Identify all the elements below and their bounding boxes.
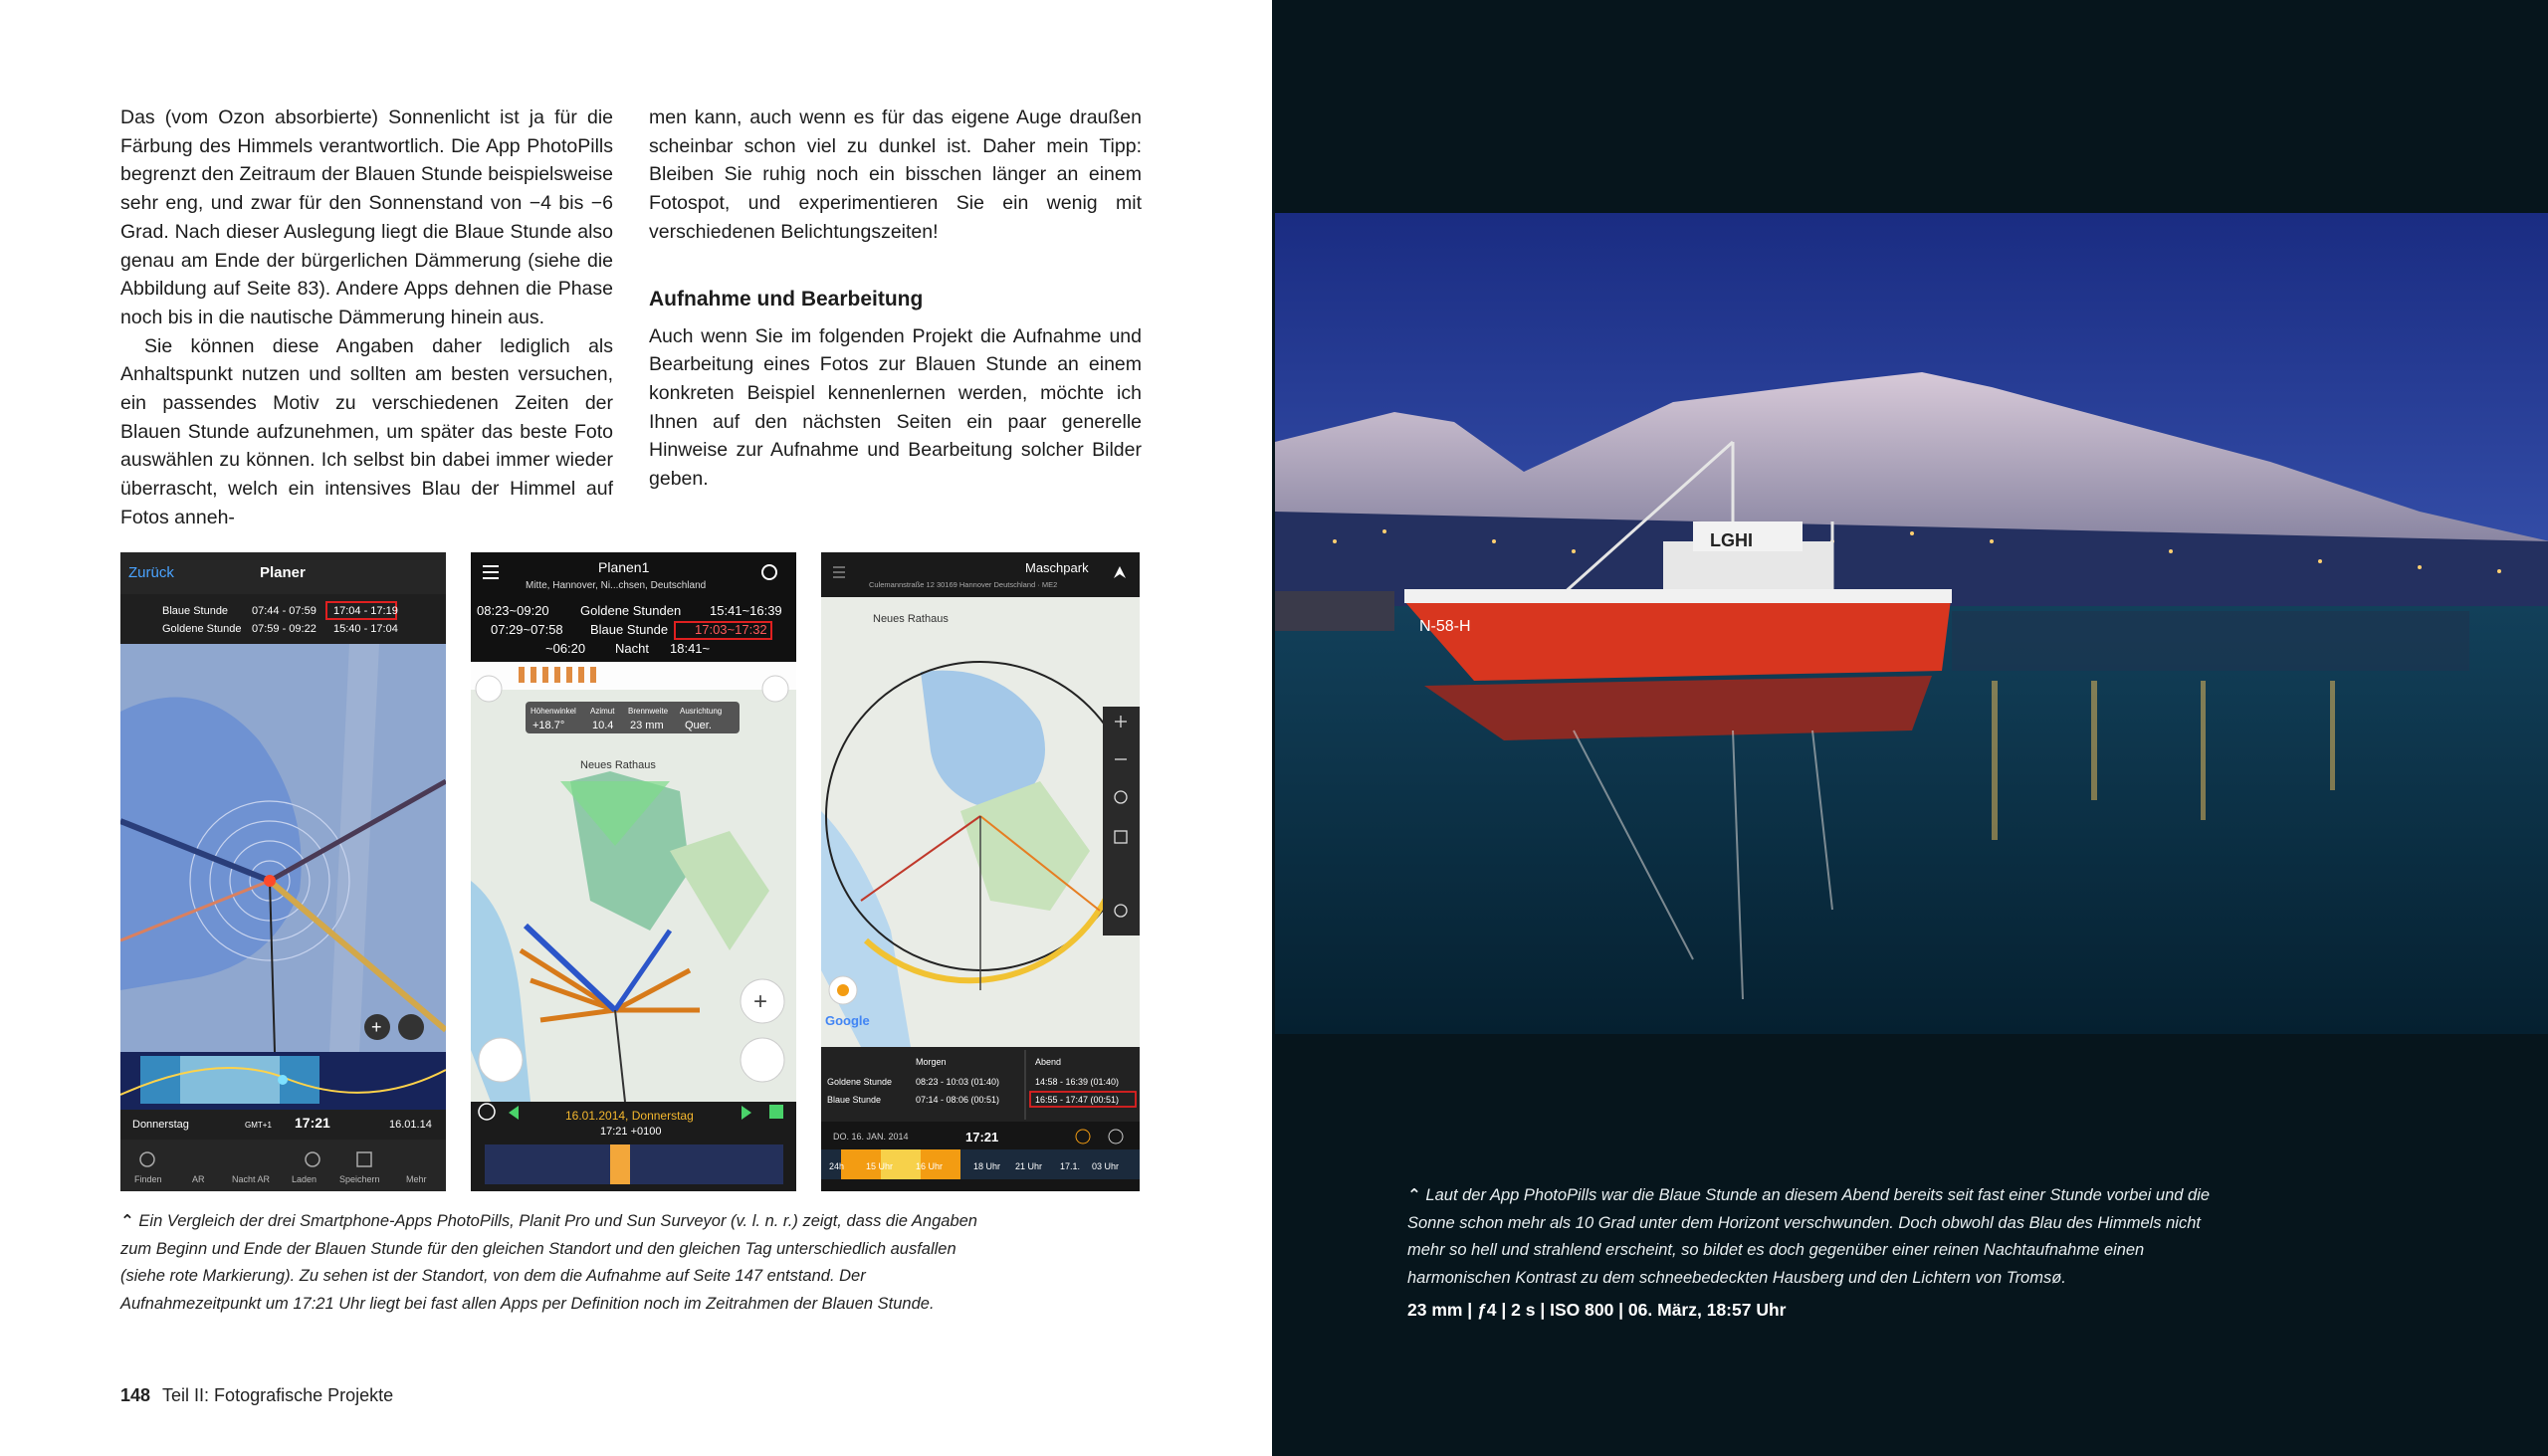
night-am: ~06:20: [545, 641, 586, 656]
text-column-2: [649, 104, 1142, 494]
locate-icon[interactable]: [762, 676, 788, 702]
google-logo: Google: [825, 1013, 870, 1028]
timezone-label: GMT+1: [245, 1121, 272, 1130]
tab-ar[interactable]: AR: [192, 1174, 205, 1184]
sunsurveyor-screenshot: [821, 552, 1140, 1191]
text-column-1: [120, 104, 613, 532]
section-heading: Aufnahme und Bearbeitung: [649, 287, 924, 311]
tab-finden[interactable]: Finden: [134, 1174, 162, 1184]
info-value: 10.4: [592, 720, 614, 731]
map-label: Neues Rathaus: [873, 613, 949, 625]
photo-caption: [1407, 1182, 2224, 1292]
paragraph: Auch wenn Sie im folgenden Projekt die Aufnahme und Bearbeitung eines Fotos zur Blauen Stunde an einem konkreten Beispiel kennenlernen werden, möchte ich Ihnen auf den nächsten Seiten ein paar generelle Hinweise zur Aufnahme und Bearbeitung solcher Bilder geben.: [649, 324, 1142, 491]
chevron-up-icon: ⌃: [1407, 1186, 1421, 1204]
calendar-icon[interactable]: [769, 1105, 783, 1119]
paragraph: Das (vom Ozon absorbierte) Sonnenlicht ist ja für die Färbung des Himmels verantwortlich. Die App PhotoPills begrenzt den Zeitraum der Blauen Stunde beispielsweise sehr eng, und zwar für den Sonnenstand von −4 bis −6 Grad. Nach dieser Auslegung liegt die Blaue Stunde also genau am Ende der bürgerlichen Dämmerung (siehe die Abbildung auf Seite 83). Andere Apps dehnen die Phase noch bis in die nautische Dämmerung hinein aus.: [120, 106, 613, 328]
screen-title: Maschpark: [1025, 560, 1089, 575]
date-label: 16.01.2014, Donnerstag: [565, 1109, 694, 1123]
photopills-app: [120, 552, 446, 1191]
fullscreen-icon[interactable]: [741, 1038, 784, 1082]
night-pm: 18:41~: [670, 641, 711, 656]
planit-screenshot: [471, 552, 796, 1191]
timeline-label: 24h: [829, 1161, 845, 1171]
planit-app: [471, 552, 796, 1191]
tromso-boat-image: [1275, 213, 2548, 1034]
paragraph: Sie können diese Angaben daher lediglich als Anhaltspunkt nutzen und sollten am besten versuchen, ein passendes Motiv zu verschiedenen Zeiten der Blauen Stunde aufzunehmen, um später das beste Foto auswählen zu können. Ich selbst bin dabei immer wieder überrascht, welch ein intensives Blau der Himmel auf Fotos anneh-: [120, 334, 613, 528]
hull-number: N-58-H: [1419, 618, 1471, 635]
location-subtitle: Mitte, Hannover, Ni...chsen, Deutschland: [526, 580, 707, 591]
section-title: Teil II: Fotografische Projekte: [162, 1385, 394, 1405]
golden-hour-label: Goldene Stunde: [162, 623, 242, 635]
page-number: 148: [120, 1385, 151, 1405]
golden-label: Goldene Stunde: [827, 1077, 893, 1087]
map-label: Neues Rathaus: [580, 759, 656, 771]
day-label: Donnerstag: [132, 1119, 189, 1131]
morning-header: Morgen: [916, 1057, 947, 1067]
golden-hour-pm: 15:40 - 17:04: [333, 623, 398, 635]
svg-text:+: +: [753, 988, 768, 1015]
exif-info: 23 mm | ƒ4 | 2 s | ISO 800 | 06. März, 18:57 Uhr: [1407, 1300, 1787, 1320]
blue-hour-label: Blaue Stunde: [162, 605, 229, 617]
photopills-screenshot: [120, 552, 446, 1191]
screen-title: Planen1: [598, 559, 650, 575]
figure-caption: [120, 1208, 996, 1318]
tab-laden[interactable]: Laden: [292, 1174, 318, 1184]
time-label: 17:21 +0100: [600, 1126, 662, 1138]
blue-label: Blaue Stunde: [827, 1095, 882, 1105]
blue-am: 07:29~07:58: [491, 622, 563, 637]
paragraph: men kann, auch wenn es für das eigene Auge draußen scheinbar schon viel zu dunkel ist. Daher mein Tipp: Bleiben Sie ruhig noch ein bisschen länger an einem Fotospot, und experimentieren Sie ein wenig mit verschiedenen Belichtungszeiten!: [649, 106, 1142, 243]
date-label: DO. 16. JAN. 2014: [833, 1132, 909, 1142]
golden-hour-am: 07:59 - 09:22: [252, 623, 317, 635]
golden-label: Goldene Stunden: [580, 603, 682, 618]
timeline-label: 15 Uhr: [866, 1161, 894, 1171]
timeline-label: 18 Uhr: [973, 1161, 1001, 1171]
blue-pm: 16:55 - 17:47 (00:51): [1035, 1095, 1120, 1105]
timeline-label: 03 Uhr: [1092, 1161, 1120, 1171]
sunsurveyor-app: [821, 552, 1140, 1191]
location-subtitle: Culemannstraße 12 30169 Hannover Deutschland · ME2: [869, 580, 1058, 589]
info-label: Azimut: [590, 707, 615, 716]
tab-speichern[interactable]: Speichern: [339, 1174, 380, 1184]
info-label: Brennweite: [628, 707, 669, 716]
harbor-photo: [1275, 213, 2548, 1034]
blue-label: Blaue Stunde: [590, 622, 669, 637]
chevron-up-icon: ⌃: [120, 1212, 134, 1230]
layers-icon[interactable]: [398, 1014, 424, 1040]
time-label: 17:21: [295, 1115, 330, 1131]
golden-pm: 14:58 - 16:39 (01:40): [1035, 1077, 1120, 1087]
back-button[interactable]: Zurück: [128, 564, 174, 581]
time-label: 17:21: [965, 1130, 999, 1144]
night-label: Nacht: [615, 641, 649, 656]
caption-text: Laut der App PhotoPills war die Blaue Stunde an diesem Abend bereits seit fast einer Stunde vorbei und die Sonne schon mehr als 10 Grad unter dem Horizont verschwunden. Doch obwohl das Blau des Himmels nicht mehr so hell und strahlend erscheint, so bildet es doch gegenüber einer reinen Nachtaufnahme einen harmonischen Kontrast zu dem schneebedeckten Hausberg und den Lichtern von Tromsø.: [1407, 1186, 2211, 1287]
boat-name: LGHI: [1710, 530, 1753, 550]
caption-text: Ein Vergleich der drei Smartphone-Apps PhotoPills, Planit Pro und Sun Surveyor (v. l. n. r.) zeigt, dass die Angaben zum Beginn und Ende der Blauen Stunde für den gleichen Standort und den gleichen Tag unterschiedlich ausfallen (siehe rote Markierung). Zu sehen ist der Standort, von dem die Aufnahme auf Seite 147 entstand. Der Aufnahmezeitpunkt um 17:21 Uhr liegt bei fast allen Apps per Definition noch im Zeitrahmen der Blauen Stunde.: [120, 1212, 977, 1313]
blue-am: 07:14 - 08:06 (00:51): [916, 1095, 1000, 1105]
play-icon[interactable]: [479, 1038, 523, 1082]
layers-icon[interactable]: [476, 676, 502, 702]
timeline-slider[interactable]: [485, 1144, 783, 1184]
tab-mehr[interactable]: Mehr: [406, 1174, 427, 1184]
screen-title: Planer: [260, 564, 306, 581]
golden-am: 08:23~09:20: [477, 603, 549, 618]
info-value: +18.7°: [532, 720, 565, 731]
timeline-label: 21 Uhr: [1015, 1161, 1043, 1171]
blue-hour-pm: 17:04 - 17:19: [333, 605, 398, 617]
tab-nacht-ar[interactable]: Nacht AR: [232, 1174, 271, 1184]
page-footer: [120, 1385, 393, 1406]
blue-hour-am: 07:44 - 07:59: [252, 605, 317, 617]
pin-icon[interactable]: [264, 875, 276, 887]
blue-pm: 17:03~17:32: [695, 622, 767, 637]
timeline-label: 16 Uhr: [916, 1161, 944, 1171]
golden-am: 08:23 - 10:03 (01:40): [916, 1077, 1000, 1087]
golden-pm: 15:41~16:39: [710, 603, 782, 618]
timeline-label: 17.1.: [1060, 1161, 1081, 1171]
left-page: [0, 0, 1272, 1456]
info-label: Ausrichtung: [680, 707, 723, 716]
evening-header: Abend: [1035, 1057, 1062, 1067]
info-label: Höhenwinkel: [531, 707, 576, 716]
date-label: 16.01.14: [389, 1119, 432, 1131]
svg-text:+: +: [371, 1017, 382, 1037]
info-value: Quer.: [685, 720, 712, 731]
info-value: 23 mm: [630, 720, 664, 731]
